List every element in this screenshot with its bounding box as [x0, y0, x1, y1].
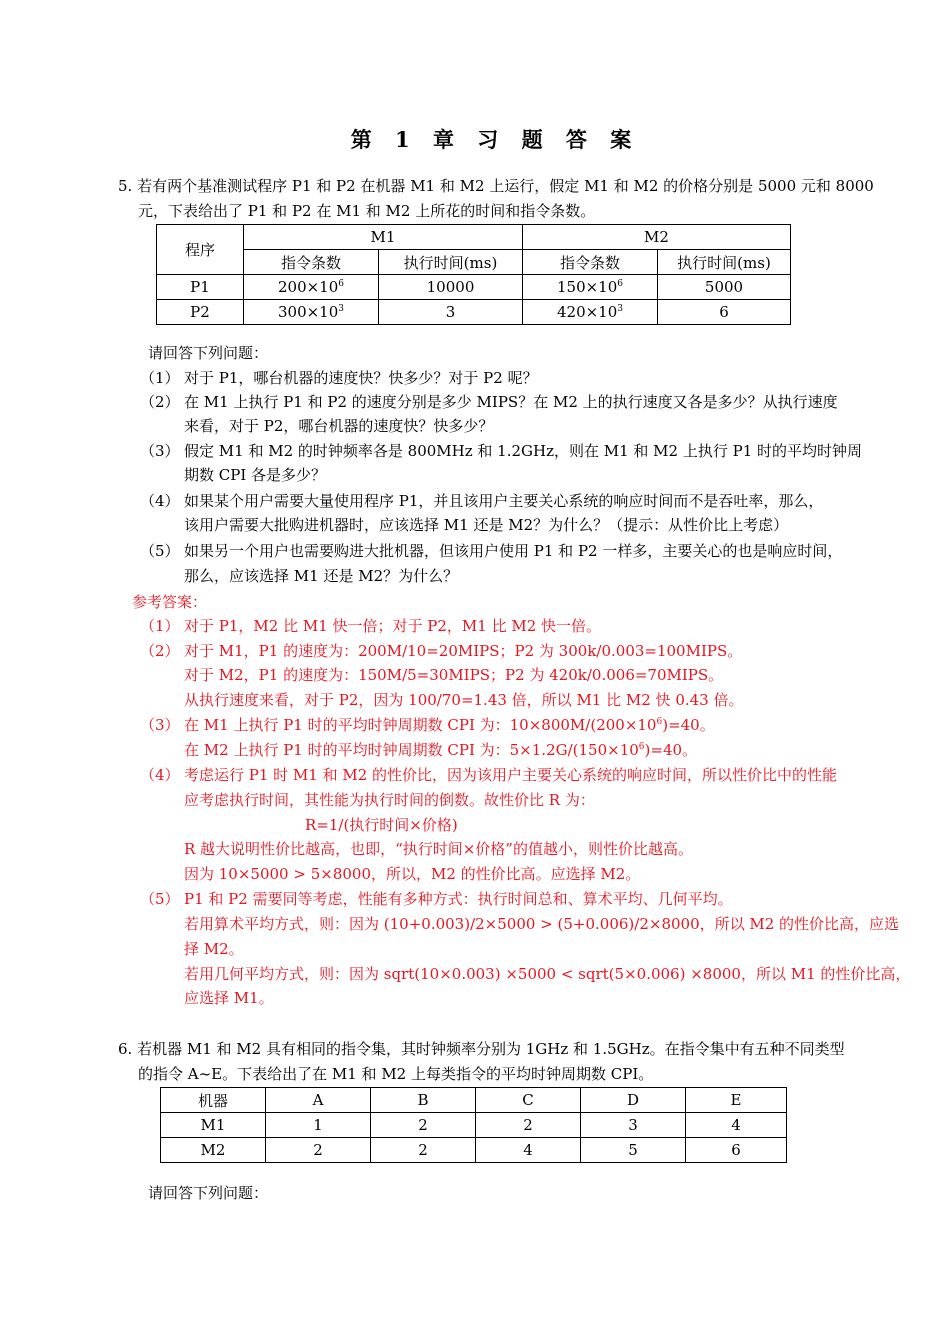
table-cell: $200\times 10^6$ [244, 275, 379, 300]
table-cell: M2 [161, 1138, 266, 1163]
table-header-instr-count: 指令条数 [244, 250, 379, 275]
q5-prompt: 请回答下列问题： [148, 344, 269, 362]
answer-text: P1 和 P2 需要同等考虑，性能有多种方式：执行时间总和、算术平均、几何平均。 [184, 890, 733, 908]
answers-header: 参考答案： [132, 593, 208, 611]
table-cell: P1 [157, 275, 244, 300]
q6-table [160, 1087, 787, 1163]
question-text: 如果另一个用户也需要购进大批机器，但该用户使用 P1 和 P2 一样多，主要关心的也是响应时间， [184, 542, 843, 560]
table-cell: 4 [686, 1113, 787, 1138]
table-cell: 3 [581, 1113, 686, 1138]
question-number: （3） [140, 442, 180, 460]
answer-text: R 越大说明性价比越高，也即，“执行时间×价格”的值越小，则性价比越高。 [184, 840, 693, 858]
table-row [161, 1138, 787, 1163]
question-text: 如果某个用户需要大量使用程序 P1，并且该用户主要关心系统的响应时间而不是吞吐率，那么， [184, 492, 824, 510]
q5-text-line-1: 5. 若有两个基准测试程序 P1 和 P2 在机器 M1 和 M2 上运行，假定 M1 和 M2 的价格分别是 5000 元和 8000 [118, 177, 874, 195]
table-header: D [581, 1088, 686, 1113]
table-header-m2: M2 [523, 225, 791, 250]
table-cell: 6 [686, 1138, 787, 1163]
answer-text: 应选择 M1。 [184, 989, 274, 1007]
table-row [157, 275, 791, 300]
answer-number: （1） [140, 617, 180, 635]
table-cell: 2 [476, 1113, 581, 1138]
question-number: （2） [140, 393, 180, 411]
table-row [161, 1113, 787, 1138]
q5-text-line-2: 元，下表给出了 P1 和 P2 在 M1 和 M2 上所花的时间和指令条数。 [138, 202, 596, 220]
answer-number: （5） [140, 890, 180, 908]
table-header-m1: M1 [244, 225, 523, 250]
answer-text: 对于 M1，P1 的速度为：200M/10=20MIPS；P2 为 300k/0.003=100MIPS。 [184, 642, 743, 660]
table-header-exec-time: 执行时间(ms) [379, 250, 523, 275]
table-cell: P2 [157, 300, 244, 325]
question-text: 对于 P1，哪台机器的速度快？快多少？对于 P2 呢？ [184, 369, 538, 387]
table-cell: $300\times 10^3$ [244, 300, 379, 325]
answer-number: （2） [140, 642, 180, 660]
question-text: 来看，对于 P2，哪台机器的速度快？快多少？ [184, 417, 494, 435]
table-cell: 1 [266, 1113, 371, 1138]
table-header: C [476, 1088, 581, 1113]
q6-prompt: 请回答下列问题： [148, 1184, 269, 1202]
table-cell: 2 [371, 1138, 476, 1163]
formula: R=1/(执行时间×价格) [305, 816, 458, 834]
q5-table [156, 224, 791, 325]
question-text: 那么，应该选择 M1 还是 M2？为什么？ [184, 567, 459, 585]
question-number: （4） [140, 492, 180, 510]
table-cell: 4 [476, 1138, 581, 1163]
answer-text: 若用算术平均方式，则：因为 (10+0.003)/2×5000 > (5+0.006)/2×8000，所以 M2 的性价比高，应选 [184, 915, 900, 933]
question-text: 该用户需要大批购进机器时，应该选择 M1 还是 M2？为什么？（提示：从性价比上考虑） [184, 516, 789, 534]
table-header: A [266, 1088, 371, 1113]
table-cell: 5 [581, 1138, 686, 1163]
question-text: 假定 M1 和 M2 的时钟频率各是 800MHz 和 1.2GHz，则在 M1 和 M2 上执行 P1 时的平均时钟周 [184, 442, 863, 460]
table-cell: 3 [379, 300, 523, 325]
answer-text: 对于 P1，M2 比 M1 快一倍；对于 P2，M1 比 M2 快一倍。 [184, 617, 602, 635]
q6-text-line-2: 的指令 A~E。下表给出了在 M1 和 M2 上每类指令的平均时钟周期数 CPI。 [138, 1065, 654, 1083]
table-header: 机器 [161, 1088, 266, 1113]
table-cell: $150\times 10^6$ [523, 275, 658, 300]
answer-text: 在 M2 上执行 P1 时的平均时钟周期数 CPI 为：$5\times 1.2G/(150\times 10^6)=40$。 [184, 741, 698, 759]
table-cell: $420\times 10^3$ [523, 300, 658, 325]
table-header-program: 程序 [157, 225, 244, 275]
table-cell: M1 [161, 1113, 266, 1138]
answer-text: 从执行速度来看，对于 P2，因为 100/70=1.43 倍，所以 M1 比 M2 快 0.43 倍。 [184, 691, 744, 709]
answer-text: 若用几何平均方式，则：因为 sqrt(10×0.003) ×5000 < sqrt(5×0.006) ×8000，所以 M1 的性价比高， [184, 965, 911, 983]
table-cell: 6 [658, 300, 791, 325]
answer-number: （3） [140, 716, 180, 734]
table-cell: 5000 [658, 275, 791, 300]
table-cell: 2 [266, 1138, 371, 1163]
answer-text: 因为 10×5000 > 5×8000，所以，M2 的性价比高。应选择 M2。 [184, 865, 641, 883]
answer-number: （4） [140, 766, 180, 784]
table-header-instr-count: 指令条数 [523, 250, 658, 275]
table-cell: 10000 [379, 275, 523, 300]
question-text: 期数 CPI 各是多少？ [184, 466, 327, 484]
answer-text: 在 M1 上执行 P1 时的平均时钟周期数 CPI 为：$10\times 800M/(200\times 10^6)=40$。 [184, 716, 715, 734]
chapter-title: 第 1 章 习 题 答 案 [350, 127, 640, 152]
question-text: 在 M1 上执行 P1 和 P2 的速度分别是多少 MIPS？在 M2 上的执行速度又各是多少？从执行速度 [184, 393, 838, 411]
table-header-exec-time: 执行时间(ms) [658, 250, 791, 275]
table-header: E [686, 1088, 787, 1113]
answer-text: 应考虑执行时间，其性能为执行时间的倒数。故性价比 R 为： [184, 791, 595, 809]
answer-text: 考虑运行 P1 时 M1 和 M2 的性价比，因为该用户主要关心系统的响应时间，所以性价比中的性能 [184, 766, 838, 784]
question-number: （5） [140, 542, 180, 560]
q6-text-line-1: 6. 若机器 M1 和 M2 具有相同的指令集，其时钟频率分别为 1GHz 和 1.5GHz。在指令集中有五种不同类型 [118, 1040, 845, 1058]
answer-text: 对于 M2，P1 的速度为：150M/5=30MIPS；P2 为 420k/0.006=70MIPS。 [184, 666, 724, 684]
answer-text: 择 M2。 [184, 940, 244, 958]
table-cell: 2 [371, 1113, 476, 1138]
table-row [157, 300, 791, 325]
question-number: （1） [140, 369, 180, 387]
table-header: B [371, 1088, 476, 1113]
